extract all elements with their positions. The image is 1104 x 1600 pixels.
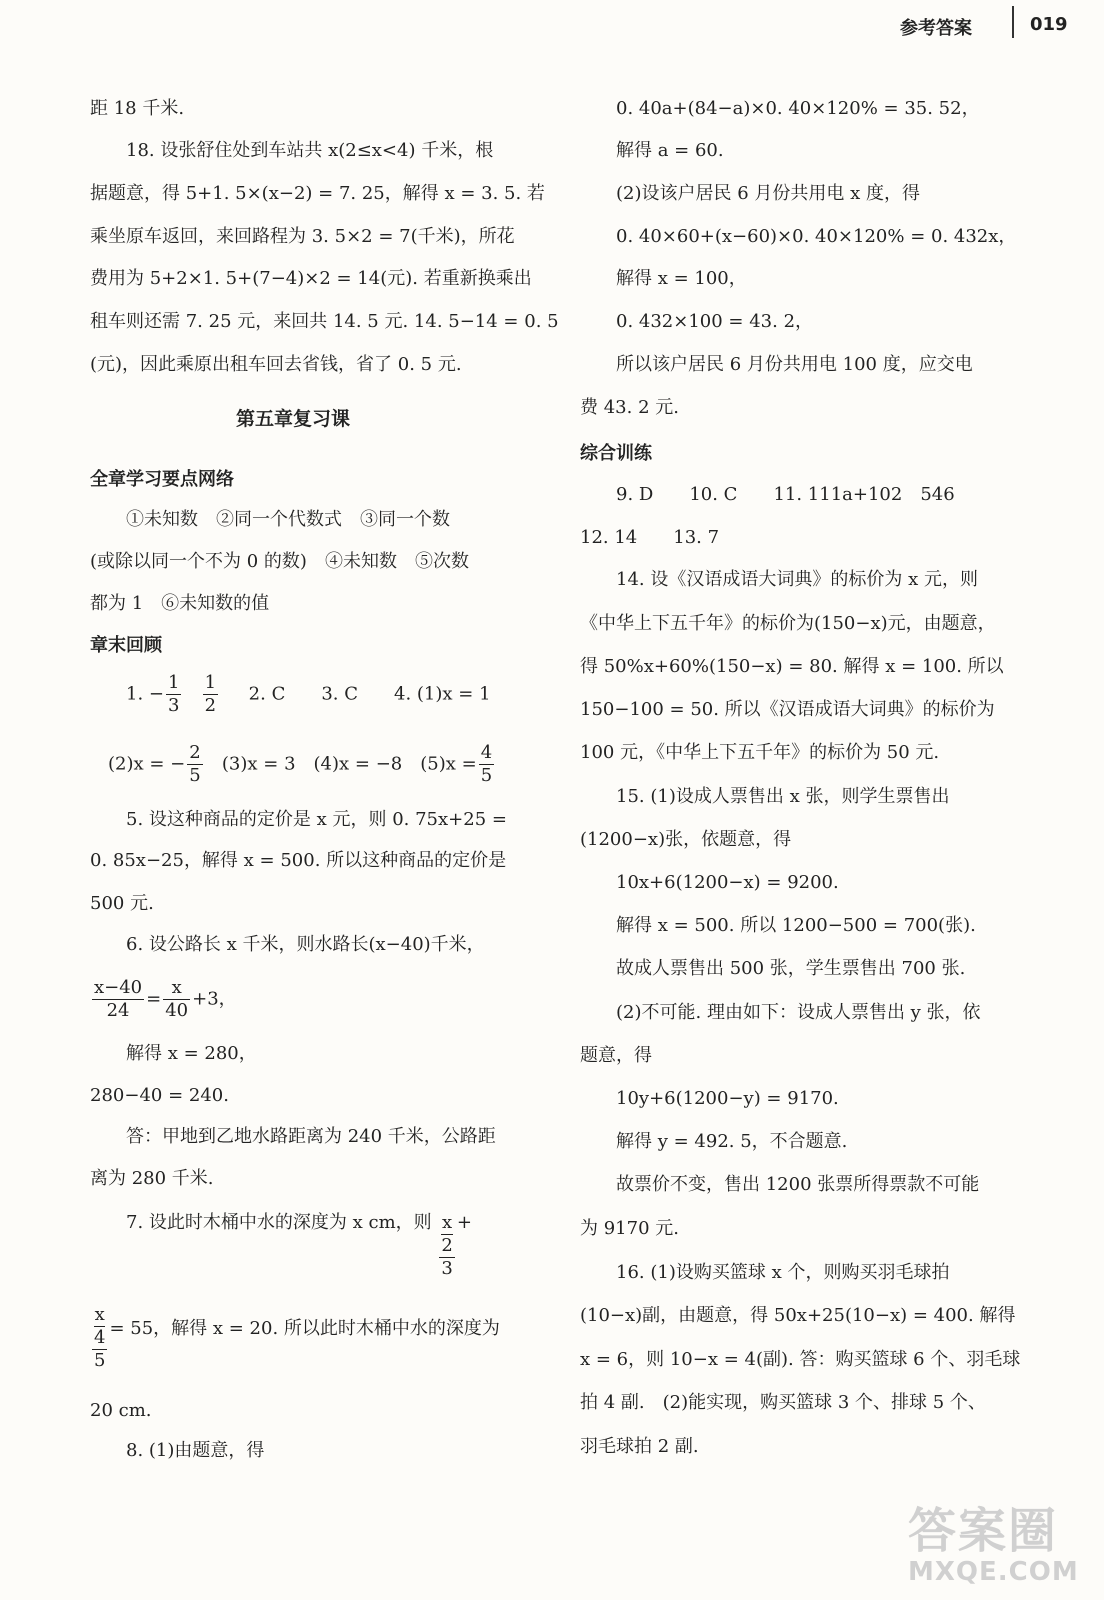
text-line: 为 9170 元. [580,1218,679,1239]
text-line: (1200−x)张，依题意，得 [580,829,792,850]
watermark-text: 答案圈 [908,1503,1059,1559]
answer-text: (3)x = 3 (4)x = −8 (5)x = [221,753,477,775]
fraction [203,672,218,717]
numerator: 1 [204,672,217,693]
denominator: 24 [106,1000,130,1021]
text-line: ①未知数 ②同一个代数式 ③同一个数 [126,509,450,530]
text-line: (10−x)副，由题意，得 50x+25(10−x) = 400. 解得 [580,1305,1016,1326]
page-number: 019 [1030,14,1068,35]
numerator: x [442,1212,453,1233]
equation-line [90,1212,472,1280]
text-line: 《中华上下五千年》的标价为(150−x)元，由题意， [580,613,996,634]
section-heading: 全章学习要点网络 [90,469,234,490]
text-line: 0. 432×100 = 43. 2， [616,311,814,332]
text-line: (2)设该户居民 6 月份共用电 x 度，得 [616,183,920,204]
text-line: 0. 40×60+(x−60)×0. 40×120% = 0. 432x， [616,226,1017,247]
text-line: 20 cm. [90,1400,152,1421]
numerator: 1 [167,672,180,693]
text-line: 10y+6(1200−y) = 9170. [616,1088,839,1109]
text-line: 14. 设《汉语成语大词典》的标价为 x 元，则 [616,569,978,590]
text-line: 解得 x = 100， [616,268,747,289]
text-line: 8. (1)由题意，得 [126,1440,265,1461]
text-line: 6. 设公路长 x 千米，则水路长(x−40)千米， [126,934,485,955]
inner-fraction [92,1304,107,1350]
text-line: 150−100 = 50. 所以《汉语成语大词典》的标价为 [580,699,995,720]
text-line: 题意，得 [580,1045,652,1066]
text-line: 500 元. [90,893,154,914]
plus-sign: + [456,1212,472,1233]
inner-fraction [439,1212,454,1258]
text-line: (元)，因此乘原出租车回去省钱，省了 0. 5 元. [90,354,462,375]
denominator: 5 [94,1350,106,1371]
answer-text: 2. C 3. C 4. (1)x = 1 [248,683,491,705]
fraction [163,977,190,1022]
denominator: 5 [480,765,493,786]
text-line: 所以该户居民 6 月份共用电 100 度，应交电 [616,354,973,375]
text-line: 12. 14 13. 7 [580,527,720,548]
answer-text: = 55，解得 x = 20. 所以此时木桶中水的深度为 [109,1318,500,1339]
equation-line [90,1304,500,1372]
text-line: 费用为 5+2×1. 5+(7−4)×2 = 14(元). 若重新换乘出 [90,268,532,289]
numerator: x [163,977,190,1000]
fraction [479,742,494,787]
numerator: 2 [189,742,201,763]
denominator: 2 [441,1235,453,1256]
text-line: 据题意，得 5+1. 5×(x−2) = 7. 25，解得 x = 3. 5. 若 [90,183,545,204]
denominator: 2 [204,695,217,716]
text-line: 100 元，《中华上下五千年》的标价为 50 元. [580,742,940,763]
section-heading: 章末回顾 [90,635,162,656]
answer-text: (2)x = − [108,753,186,775]
denominator: 40 [165,1000,189,1021]
text-line: 羽毛球拍 2 副. [580,1436,699,1457]
text-line: 16. (1)设购买篮球 x 个，则购买羽毛球拍 [616,1262,950,1283]
text-line: 280−40 = 240. [90,1085,229,1106]
watermark-logo [908,1505,1079,1587]
text-line: x = 6，则 10−x = 4(副). 答：购买篮球 6 个、羽毛球 [580,1349,1021,1370]
text-line: 解得 y = 492. 5，不合题意. [616,1131,848,1152]
answer-text: 1. − [126,683,164,705]
text-line: 9. D 10. C 11. 111a+102 546 [616,484,955,505]
text-line: 得 50%x+60%(150−x) = 80. 解得 x = 100. 所以 [580,656,1004,677]
text-line: 乘坐原车返回，来回路程为 3. 5×2 = 7(千米)，所花 [90,226,515,247]
compound-fraction [92,1304,107,1372]
numerator: x [94,1304,105,1325]
text-line: 拍 4 副. (2)能实现，购买篮球 3 个、排球 5 个、 [580,1392,986,1413]
text-line: 10x+6(1200−x) = 9200. [616,872,839,893]
numerator: x−40 [94,977,143,998]
equation-line [90,977,237,1022]
text-line: 解得 x = 500. 所以 1200−500 = 700(张). [616,915,976,936]
text-line: 解得 a = 60. [616,140,724,161]
denominator: 3 [167,695,180,716]
equals-sign: = [146,988,162,1010]
text-line: 故成人票售出 500 张，学生票售出 700 张. [616,958,966,979]
text-line: 15. (1)设成人票售出 x 张，则学生票售出 [616,786,950,807]
text-line: 5. 设这种商品的定价是 x 元，则 0. 75x+25 = [126,809,507,830]
text-line: 故票价不变，售出 1200 张票所得票款不可能 [616,1174,980,1195]
header-title: 参考答案 [900,18,972,39]
chapter-title: 第五章复习课 [236,408,351,430]
watermark-url: MXQE.COM [908,1557,1079,1587]
fraction [92,977,144,1022]
compound-fraction [439,1212,454,1280]
header-divider [1012,6,1014,38]
text-line: 18. 设张舒住处到车站共 x(2≤x<4) 千米，根 [126,140,494,161]
text-line: 0. 85x−25，解得 x = 500. 所以这种商品的定价是 [90,850,507,871]
fraction [166,672,181,717]
denominator: 5 [189,765,201,786]
text-line: 解得 x = 280， [126,1043,257,1064]
text-line: 租车则还需 7. 25 元，来回共 14. 5 元. 14. 5−14 = 0. 5 [90,311,559,332]
text-line: 距 18 千米. [90,98,185,119]
section-heading: 综合训练 [580,443,652,464]
equation-tail: +3， [192,988,237,1010]
answer-line-4 [108,742,496,787]
text-line: (2)不可能. 理由如下：设成人票售出 y 张，依 [616,1002,981,1023]
answer-line-1 [90,672,491,717]
answer-text: 7. 设此时木桶中水的深度为 x cm，则 [126,1212,432,1233]
text-line: 都为 1 ⑥未知数的值 [90,593,270,614]
text-line: 答：甲地到乙地水路距离为 240 千米，公路距 [126,1126,496,1147]
fraction [187,742,202,787]
text-line: 离为 280 千米. [90,1168,214,1189]
denominator: 3 [441,1258,453,1279]
numerator: 4 [480,742,493,763]
text-line: 0. 40a+(84−a)×0. 40×120% = 35. 52， [616,98,980,119]
text-line: 费 43. 2 元. [580,397,679,418]
denominator: 4 [94,1327,106,1348]
text-line: (或除以同一个不为 0 的数) ④未知数 ⑤次数 [90,551,469,572]
